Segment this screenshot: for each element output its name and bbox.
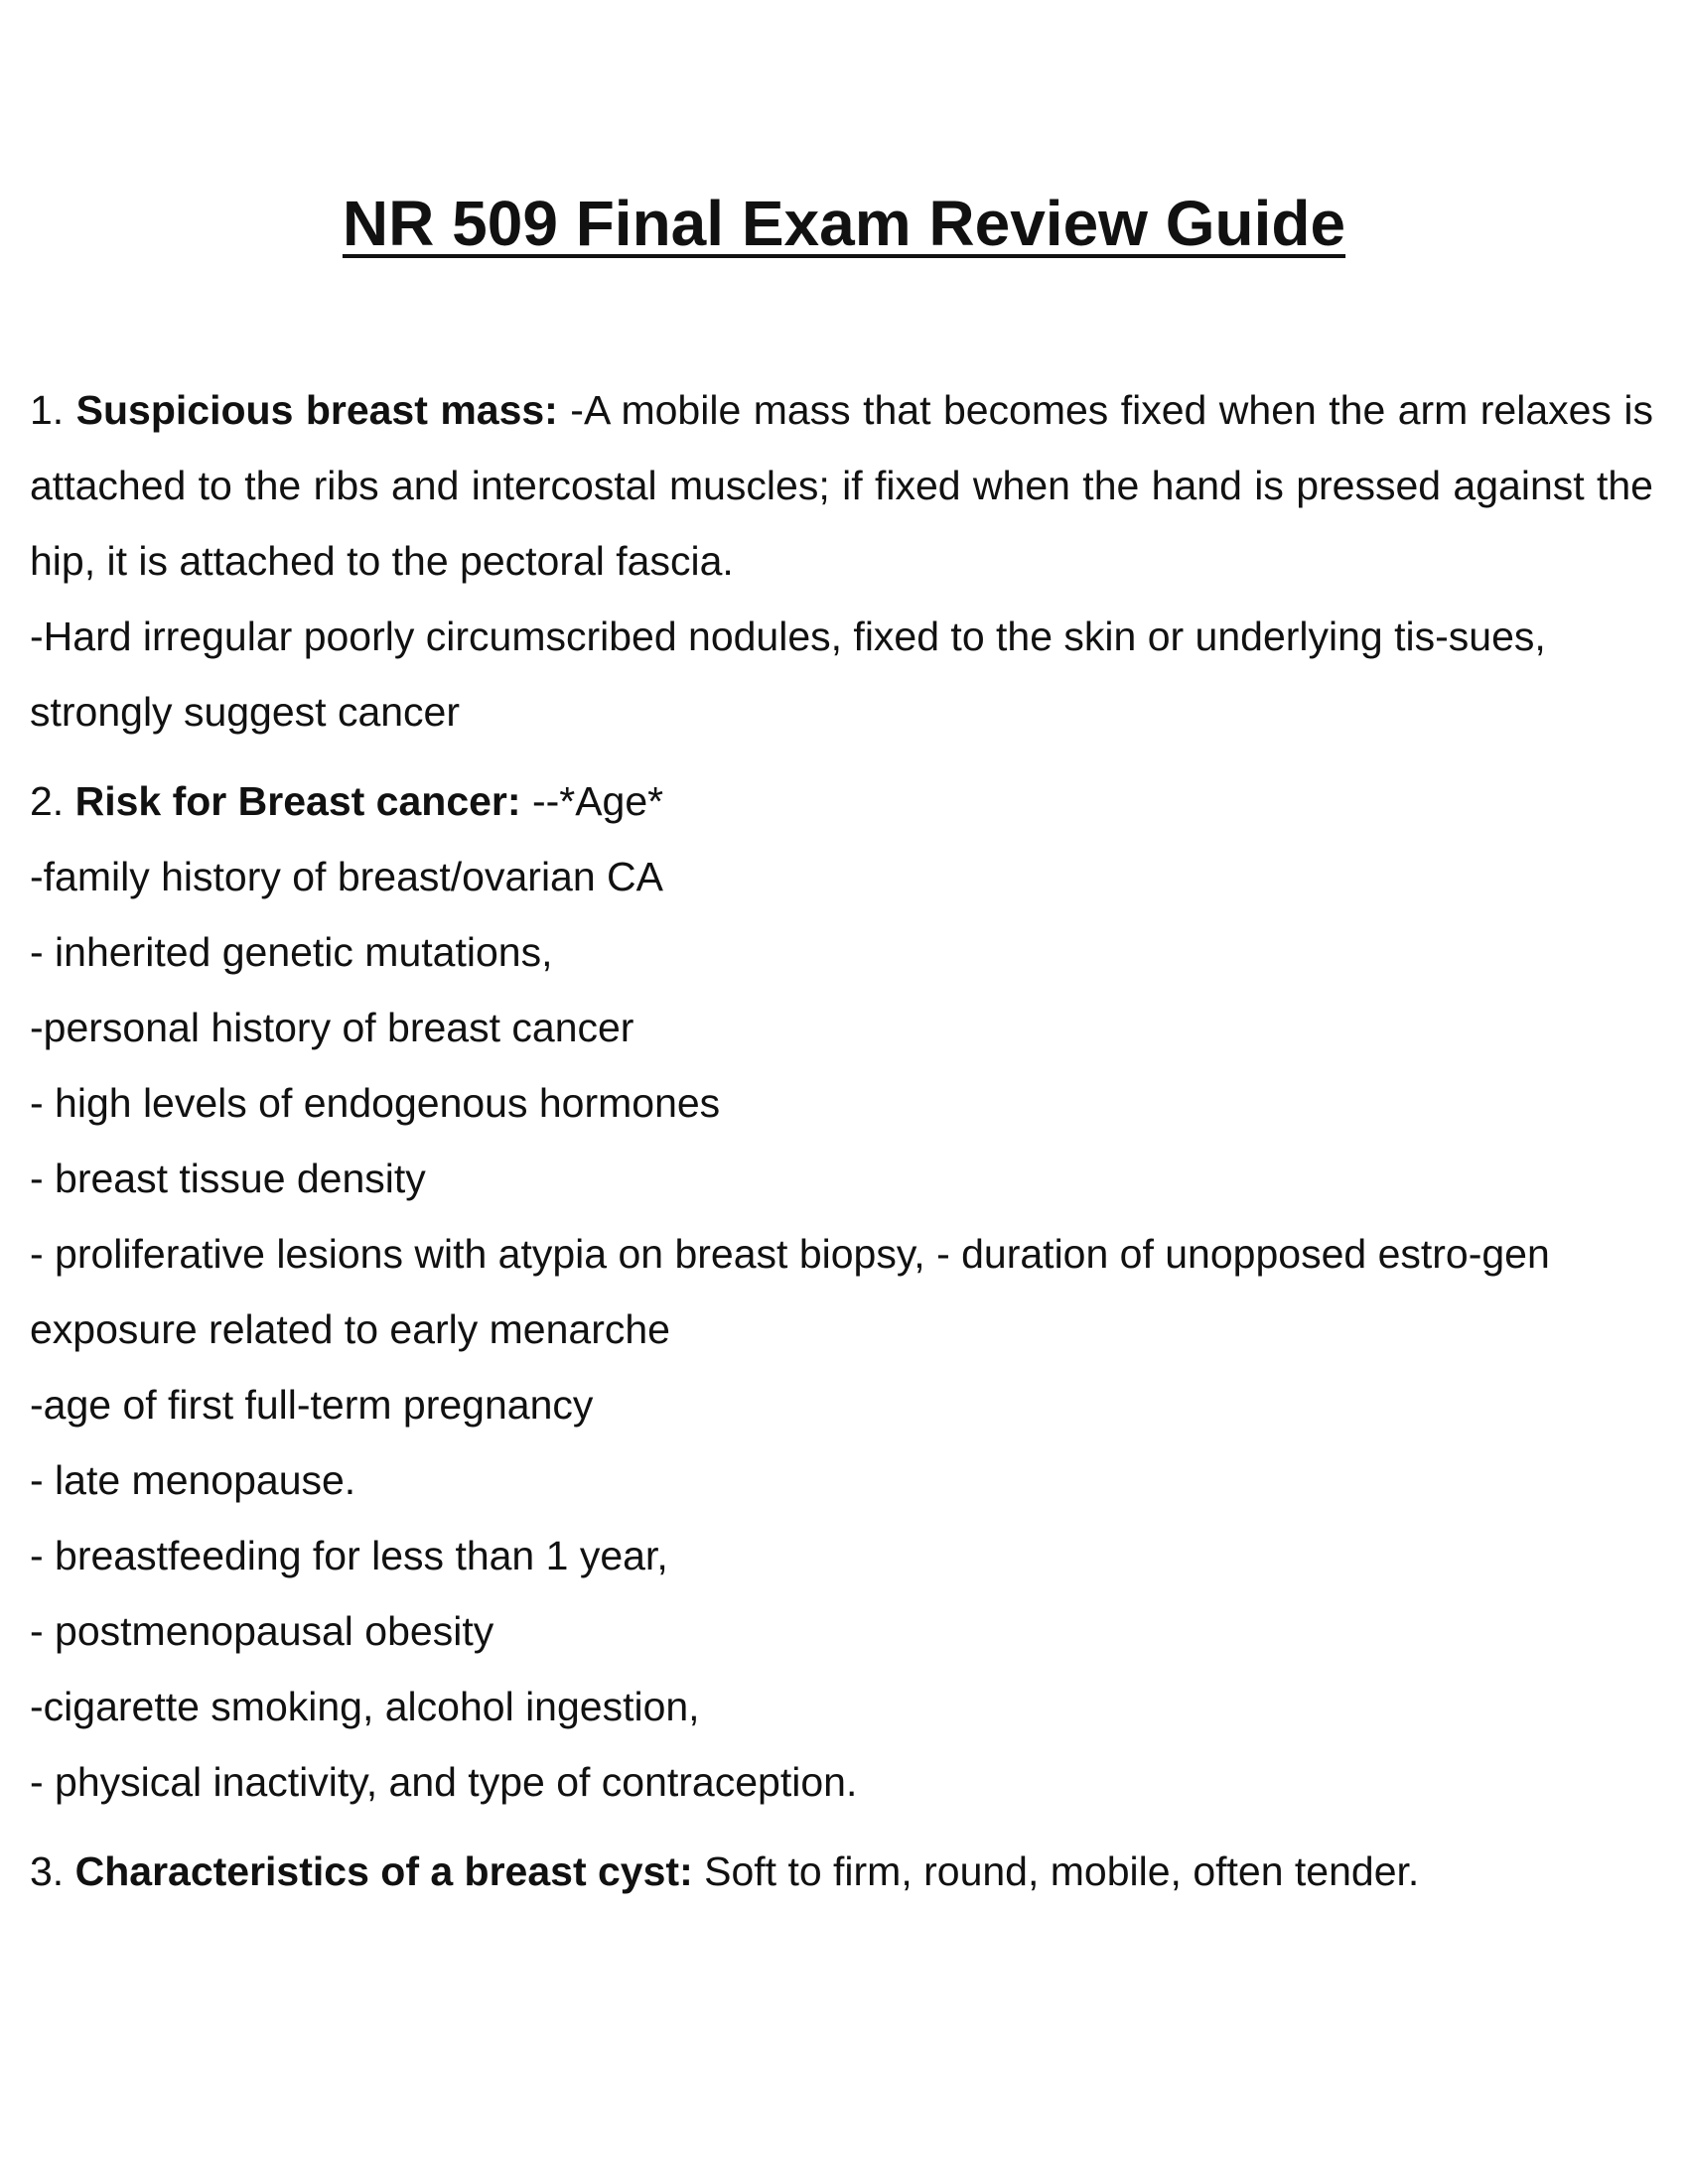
list-item: -family history of breast/ovarian CA [30,854,664,899]
section-breast-cyst-characteristics [30,1834,1653,1909]
section-suspicious-breast-mass [30,372,1653,750]
list-item: - postmenopausal obesity [30,1608,494,1654]
list-item: - breastfeeding for less than 1 year, [30,1533,668,1578]
section-heading: Characteristics of a breast cyst: [74,1848,693,1894]
list-item: - physical inactivity, and type of contraception. [30,1759,858,1805]
section-intro-text: Soft to firm, round, mobile, often tender. [704,1848,1420,1894]
list-item: - late menopause. [30,1457,356,1503]
document-body [30,372,1653,1909]
list-item: - inherited genetic mutations, [30,929,553,975]
document-title-text: NR 509 Final Exam Review Guide [342,188,1346,259]
section-heading: Suspicious breast mass: [75,387,558,433]
list-item: - breast tissue density [30,1156,426,1201]
section-number: 2. [30,778,65,824]
document-title [0,184,1688,263]
list-item: -Hard irregular poorly circumscribed nodules, fixed to the skin or underlying tis-sues, strongly suggest cancer [30,614,1546,735]
list-item: -age of first full-term pregnancy [30,1382,594,1428]
list-item: - proliferative lesions with atypia on breast biopsy, - duration of unopposed estro-gen exposure related to early menarche [30,1231,1550,1352]
section-intro-paragraph [30,1834,1653,1909]
list-item: -personal history of breast cancer [30,1005,634,1050]
list-item: - high levels of endogenous hormones [30,1080,721,1126]
list-item: -cigarette smoking, alcohol ingestion, [30,1684,700,1729]
section-risk-for-breast-cancer [30,763,1653,1820]
section-intro-paragraph [30,763,1653,839]
section-intro-paragraph [30,372,1653,599]
section-number: 3. [30,1848,65,1894]
section-intro-text: -A mobile mass that becomes fixed when the arm relaxes is attached to the ribs and intercostal muscles; if fixed when the hand is pressed against the hip, it is attached to the pectoral fascia. [30,387,1653,584]
section-intro-text: --*Age* [531,778,664,824]
section-heading: Risk for Breast cancer: [74,778,521,824]
section-number: 1. [30,387,65,433]
